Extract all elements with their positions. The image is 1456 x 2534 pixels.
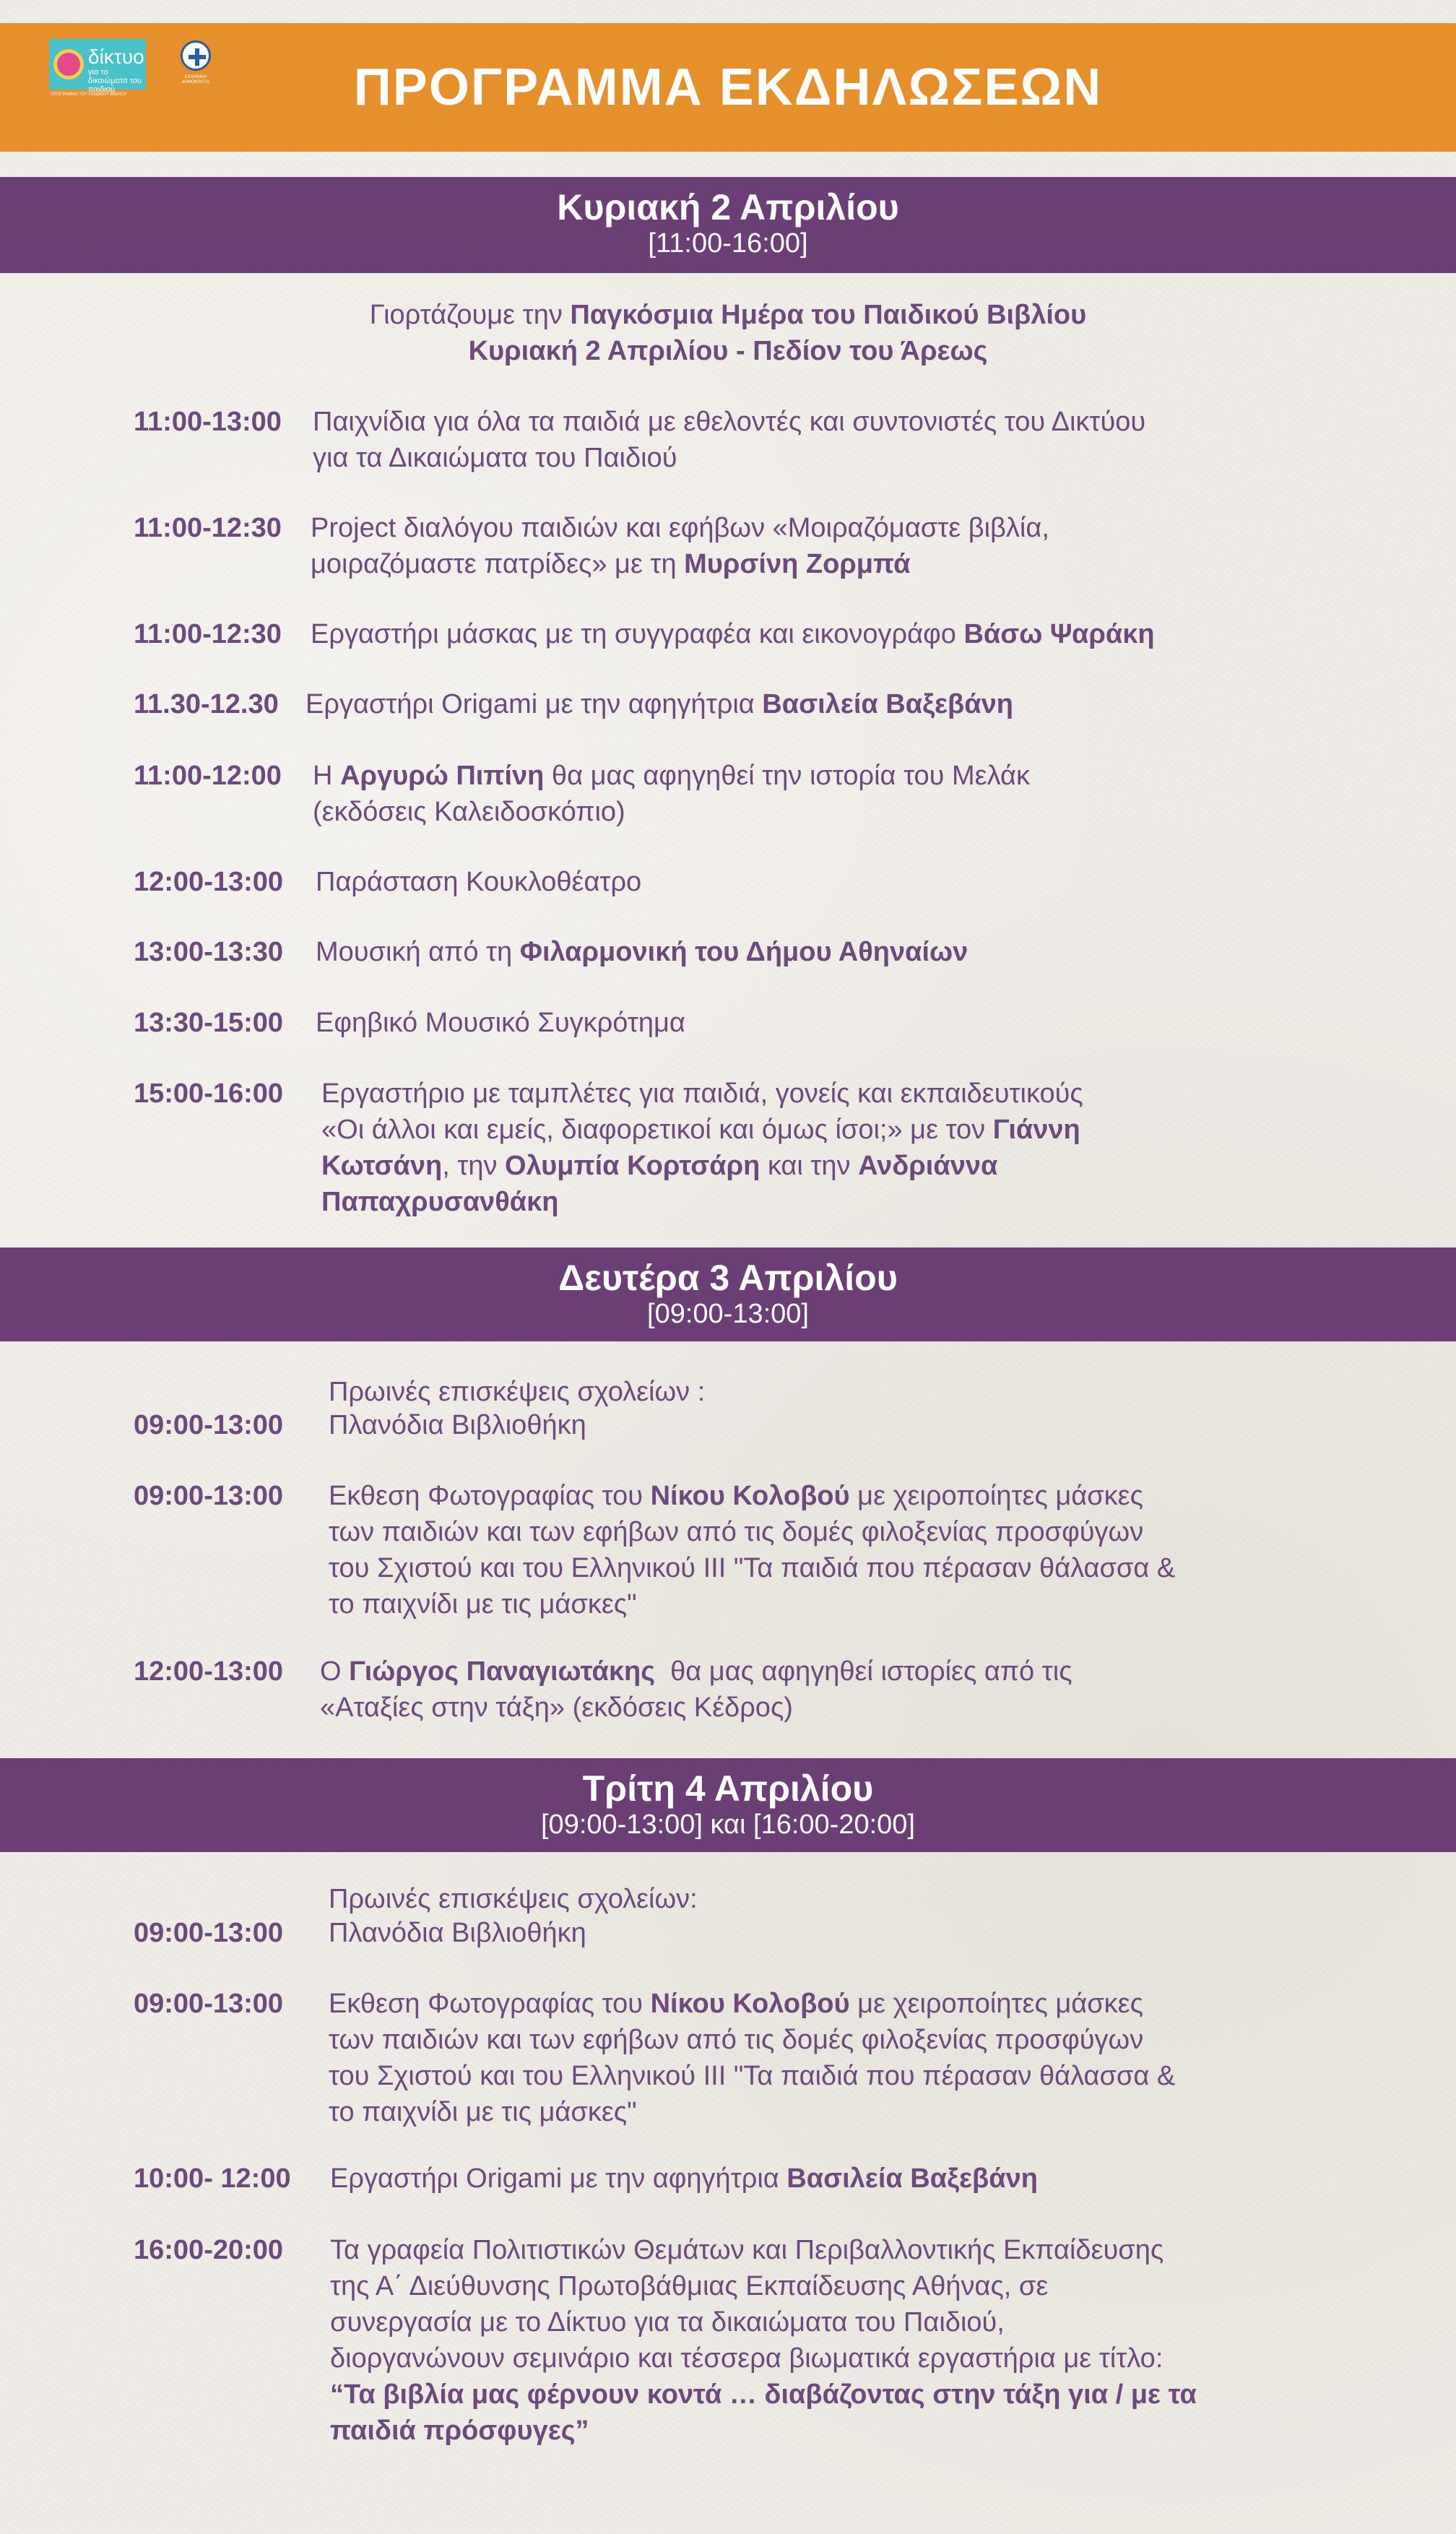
event-time: 11:00-12:30 — [134, 619, 282, 649]
event-time: 09:00-13:00 — [134, 1410, 284, 1440]
event-time: 10:00- 12:00 — [134, 2163, 291, 2194]
event-text: Τα γραφεία Πολιτιστικών Θεμάτων και Περιβαλλοντικής Εκπαίδευσης της Α΄ Διεύθυνσης Πρωτοβάθμιας Εκπαίδευσης Αθήνας, σε συνεργασία με το Δίκτυο για τα δικαιώματα του Παιδιού, διοργανώνουν σεμινάριο και τέσσερα βιωματικά εργαστήρια με τίτλο: “Τα βιβλία μας φέρνουν κοντά … διαβάζοντας στην τάξη για / με τα παιδιά πρόσφυγες” — [330, 2235, 1197, 2446]
day-hours: [09:00-13:00] και [16:00-20:00] — [541, 1809, 915, 1840]
event-time: 12:00-13:00 — [134, 1656, 284, 1687]
page-title: ΠΡΟΓΡΑΜΜΑ ΕΚΔΗΛΩΣΕΩΝ — [353, 59, 1103, 116]
event-text: Εργαστήρι Origami με την αφηγήτρια Βασιλεία Βαξεβάνη — [330, 2163, 1038, 2194]
event-text: Εφηβικό Μουσικό Συγκρότημα — [316, 1008, 685, 1038]
intro-line-2: Κυριακή 2 Απριλίου - Πεδίον του Άρεως — [468, 336, 988, 366]
event-text: Παιχνίδια για όλα τα παιδιά με εθελοντές και συντονιστές του Δικτύου για τα Δικαιώματα του Παιδιού — [313, 407, 1146, 473]
event-text: Εργαστήρι μάσκας με τη συγγραφέα και εικονογράφο Βάσω Ψαράκη — [311, 619, 1155, 649]
day-header-tuesday — [0, 1758, 1456, 1852]
event-time: 12:00-13:00 — [134, 867, 284, 897]
event-intro: Πρωινές επισκέψεις σχολείων : — [329, 1377, 706, 1407]
event-time: 13:00-13:30 — [134, 937, 284, 967]
event-time: 11.30-12.30 — [134, 689, 279, 719]
event-time: 09:00-13:00 — [134, 1481, 284, 1511]
day-title: Κυριακή 2 Απριλίου — [557, 187, 899, 228]
event-time: 11:00-12:30 — [134, 513, 282, 543]
event-text: Ο Γιώργος Παναγιωτάκης θα μας αφηγηθεί ιστορίες από τις «Αταξίες στην τάξη» (εκδόσεις Κέδρος) — [320, 1656, 1072, 1723]
event-text: Πλανόδια Βιβλιοθήκη — [329, 1410, 586, 1440]
day-header-sunday — [0, 177, 1456, 273]
day-title: Τρίτη 4 Απριλίου — [582, 1768, 874, 1809]
event-time: 09:00-13:00 — [134, 1918, 284, 1948]
event-text: Εργαστήρι Origami με την αφηγήτρια Βασιλεία Βαξεβάνη — [306, 689, 1013, 719]
intro-line-1: Γιορτάζουμε την Παγκόσμια Ημέρα του Παιδικού Βιβλίου — [369, 300, 1087, 330]
ministry-text: ΕΛΛΗΝΙΚΗ ΔΗΜΟΚΡΑΤΙΑ — [181, 75, 210, 85]
event-text: Εκθεση Φωτογραφίας του Νίκου Κολοβού με χειροποίητες μάσκες των παιδιών και των εφήβων από τις δομές φιλοξενίας προσφύγων του Σχιστού και του Ελληνικού ΙΙΙ "Τα παιδιά που πέρασαν θάλασσα & το παιχνίδι με τις μάσκες" — [329, 1989, 1176, 2127]
day-header-monday — [0, 1247, 1456, 1341]
event-text: Μουσική από τη Φιλαρμονική του Δήμου Αθηναίων — [316, 937, 968, 967]
event-text: Project διαλόγου παιδιών και εφήβων «Μοιραζόμαστε βιβλία, μοιραζόμαστε πατρίδες» με τη Μυρσίνη Ζορμπά — [311, 513, 1049, 579]
event-time: 11:00-13:00 — [134, 407, 282, 437]
logo-title: δίκτυο — [88, 46, 144, 68]
event-text: Πλανόδια Βιβλιοθήκη — [329, 1918, 586, 1948]
event-time: 11:00-12:00 — [134, 761, 282, 791]
logo-subtitle: για τα δικαιώματα του παιδιού — [88, 68, 142, 94]
event-intro: Πρωινές επισκέψεις σχολείων: — [329, 1884, 698, 1914]
event-text: Παράσταση Κουκλοθέατρο — [316, 867, 642, 897]
event-time: 09:00-13:00 — [134, 1989, 284, 2019]
event-time: 13:30-15:00 — [134, 1008, 284, 1038]
day-hours: [11:00-16:00] — [648, 228, 808, 259]
logo-small-text: ΠΡΟΓΡΑΜΜΑ ΤΟΥ ΠΑΙΔΙΚΟΥ ΒΙΒΛΙΟΥ — [51, 92, 128, 97]
event-time: 16:00-20:00 — [134, 2235, 284, 2265]
event-text: Εργαστήριο με ταμπλέτες για παιδιά, γονείς και εκπαιδευτικούς «Οι άλλοι και εμείς, διαφορετικοί και όμως ίσοι;» με τον Γιάννη Κωτσάνη, την Ολυμπία Κορτσάρη και την Ανδριάννα Παπαχρυσανθάκη — [321, 1078, 1083, 1217]
event-text: Εκθεση Φωτογραφίας του Νίκου Κολοβού με χειροποίητες μάσκες των παιδιών και των εφήβων από τις δομές φιλοξενίας προσφύγων του Σχιστού και του Ελληνικού ΙΙΙ "Τα παιδιά που πέρασαν θάλασσα & το παιχνίδι με τις μάσκες" — [329, 1481, 1176, 1620]
day-title: Δευτέρα 3 Απριλίου — [558, 1258, 898, 1298]
day-hours: [09:00-13:00] — [647, 1299, 809, 1329]
event-text: Η Αργυρώ Πιπίνη θα μας αφηγηθεί την ιστορία του Μελάκ (εκδόσεις Καλειδοσκόπιο) — [313, 761, 1031, 827]
event-time: 15:00-16:00 — [134, 1078, 284, 1109]
